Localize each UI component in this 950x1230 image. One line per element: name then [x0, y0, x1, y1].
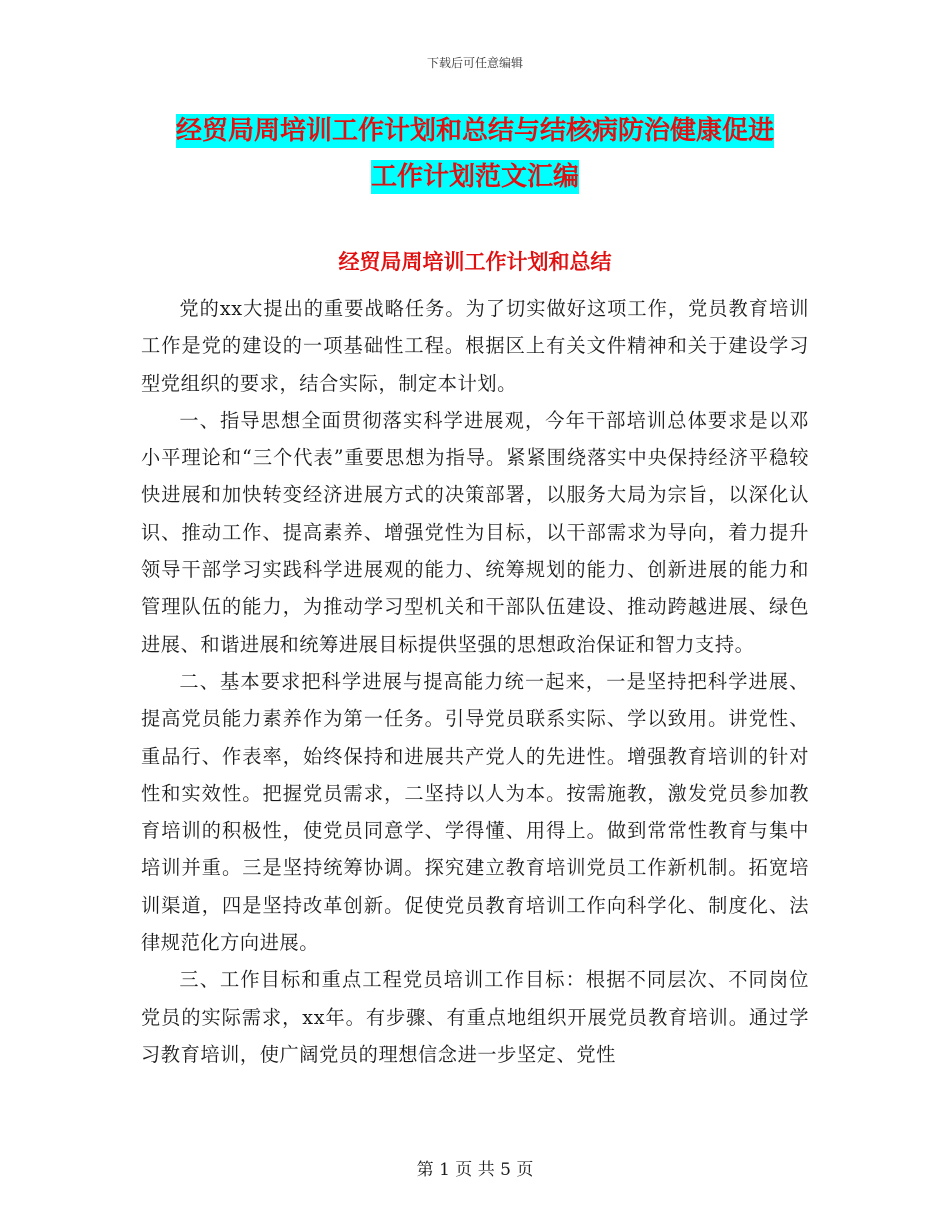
- body-text: [141, 290, 809, 1073]
- paragraph: 一、指导思想全面贯彻落实科学进展观，今年干部培训总体要求是以邓小平理论和“三个代表”重要思想为指导。紧紧围绕落实中央保持经济平稳较快进展和加快转变经济进展方式的决策部署，以服务大局为宗旨，以深化认识、推动工作、提高素养、增强党性为目标，以干部需求为导向，着力提升领导干部学习实践科学进展观的能力、统筹规划的能力、创新进展的能力和管理队伍的能力，为推动学习型机关和干部队伍建设、推动跨越进展、绿色进展、和谐进展和统筹进展目标提供坚强的思想政治保证和智力支持。: [141, 408, 809, 656]
- paragraph: 党的xx大提出的重要战略任务。为了切实做好这项工作，党员教育培训工作是党的建设的一项基础性工程。根据区上有关文件精神和关于建设学习型党组织的要求，结合实际，制定本计划。: [141, 297, 809, 395]
- document-title: [140, 108, 810, 200]
- document-title-line-1: 经贸局周培训工作计划和总结与结核病防治健康促进: [175, 116, 774, 146]
- header-note: 下载后可任意编辑: [426, 56, 523, 70]
- page-number-footer: 第 1 页 共 5 页: [416, 1160, 534, 1180]
- paragraph: 二、基本要求把科学进展与提高能力统一起来，一是坚持把科学进展、提高党员能力素养作为第一任务。引导党员联系实际、学以致用。讲党性、重品行、作表率，始终保持和进展共产党人的先进性。增强教育培训的针对性和实效性。把握党员需求，二坚持以人为本。按需施教，激发党员参加教育培训的积极性，使党员同意学、学得懂、用得上。做到常常性教育与集中培训并重。三是坚持统筹协调。探究建立教育培训党员工作新机制。拓宽培训渠道，四是坚持改革创新。促使党员教育培训工作向科学化、制度化、法律规范化方向进展。: [141, 669, 809, 955]
- section-title: 经贸局周培训工作计划和总结: [338, 250, 612, 274]
- document-title-line-2: 工作计划范文汇编: [370, 162, 579, 192]
- paragraph: 三、工作目标和重点工程党员培训工作目标：根据不同层次、不同岗位党员的实际需求，xx年。有步骤、有重点地组织开展党员教育培训。通过学习教育培训，使广阔党员的理想信念进一步坚定、党性: [141, 968, 809, 1066]
